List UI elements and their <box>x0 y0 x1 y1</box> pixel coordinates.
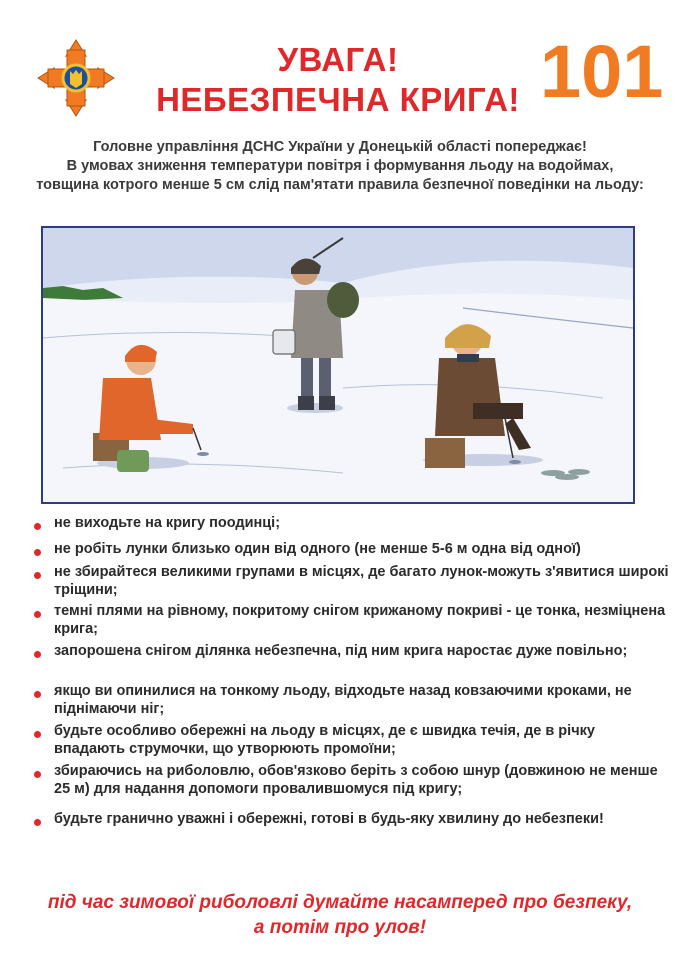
intro-line3: товщина котрого менше 5 см слід пам'ятати правила безпечної поведінки на льоду: <box>36 177 644 193</box>
safety-rule-item: збираючись на риболовлю, обов'язково беріть з собою шнур (довжиною не менше 25 м) для надання допомоги провалившомуся під кригу; <box>34 763 669 798</box>
warning-title-line2: НЕБЕЗПЕЧНА КРИГА! <box>156 81 520 118</box>
warning-title-line1: УВАГА! <box>277 41 399 78</box>
safety-rule-item: не робіть лунки близько один від одного (не менше 5-6 м одна від одної) <box>34 541 669 559</box>
dsns-emblem-icon <box>34 36 118 120</box>
closing-message <box>10 890 670 940</box>
warning-title <box>128 40 548 120</box>
winter-fishing-scene-icon <box>43 228 633 502</box>
winter-fishing-illustration <box>41 226 635 504</box>
intro-text <box>20 138 660 195</box>
safety-rule-item: не виходьте на кригу поодинці; <box>34 515 669 533</box>
safety-rule-item: не збирайтеся великими групами в місцях, де багато лунок-можуть з'явитися широкі тріщини; <box>34 564 669 599</box>
intro-line2: В умовах зниження температури повітря і формування льоду на водоймах, <box>66 158 614 174</box>
safety-rule-item: темні плями на рівному, покритому снігом крижаному покриві - це тонка, незміцнена крига; <box>34 603 669 638</box>
safety-rule-item: якщо ви опинилися на тонкому льоду, відходьте назад ковзаючими кроками, не піднімаючи ніг; <box>34 683 669 718</box>
closing-message-line2: а потім про улов! <box>253 917 427 938</box>
emergency-number: 101 <box>540 30 664 113</box>
safety-rule-item: будьте особливо обережні на льоду в місцях, де є швидка течія, де в річку впадають струмочки, що утворюють промоїни; <box>34 723 669 758</box>
closing-message-line1: під час зимової риболовлі думайте насамперед про безпеку, <box>47 892 633 913</box>
safety-rule-item: запорошена снігом ділянка небезпечна, під ним крига наростає дуже повільно; <box>34 643 669 661</box>
poster-header <box>0 0 680 135</box>
safety-rule-item: будьте гранично уважні і обережні, готові в будь-яку хвилину до небезпеки! <box>34 811 669 829</box>
intro-line1: Головне управління ДСНС України у Донецькій області попереджає! <box>93 139 587 155</box>
